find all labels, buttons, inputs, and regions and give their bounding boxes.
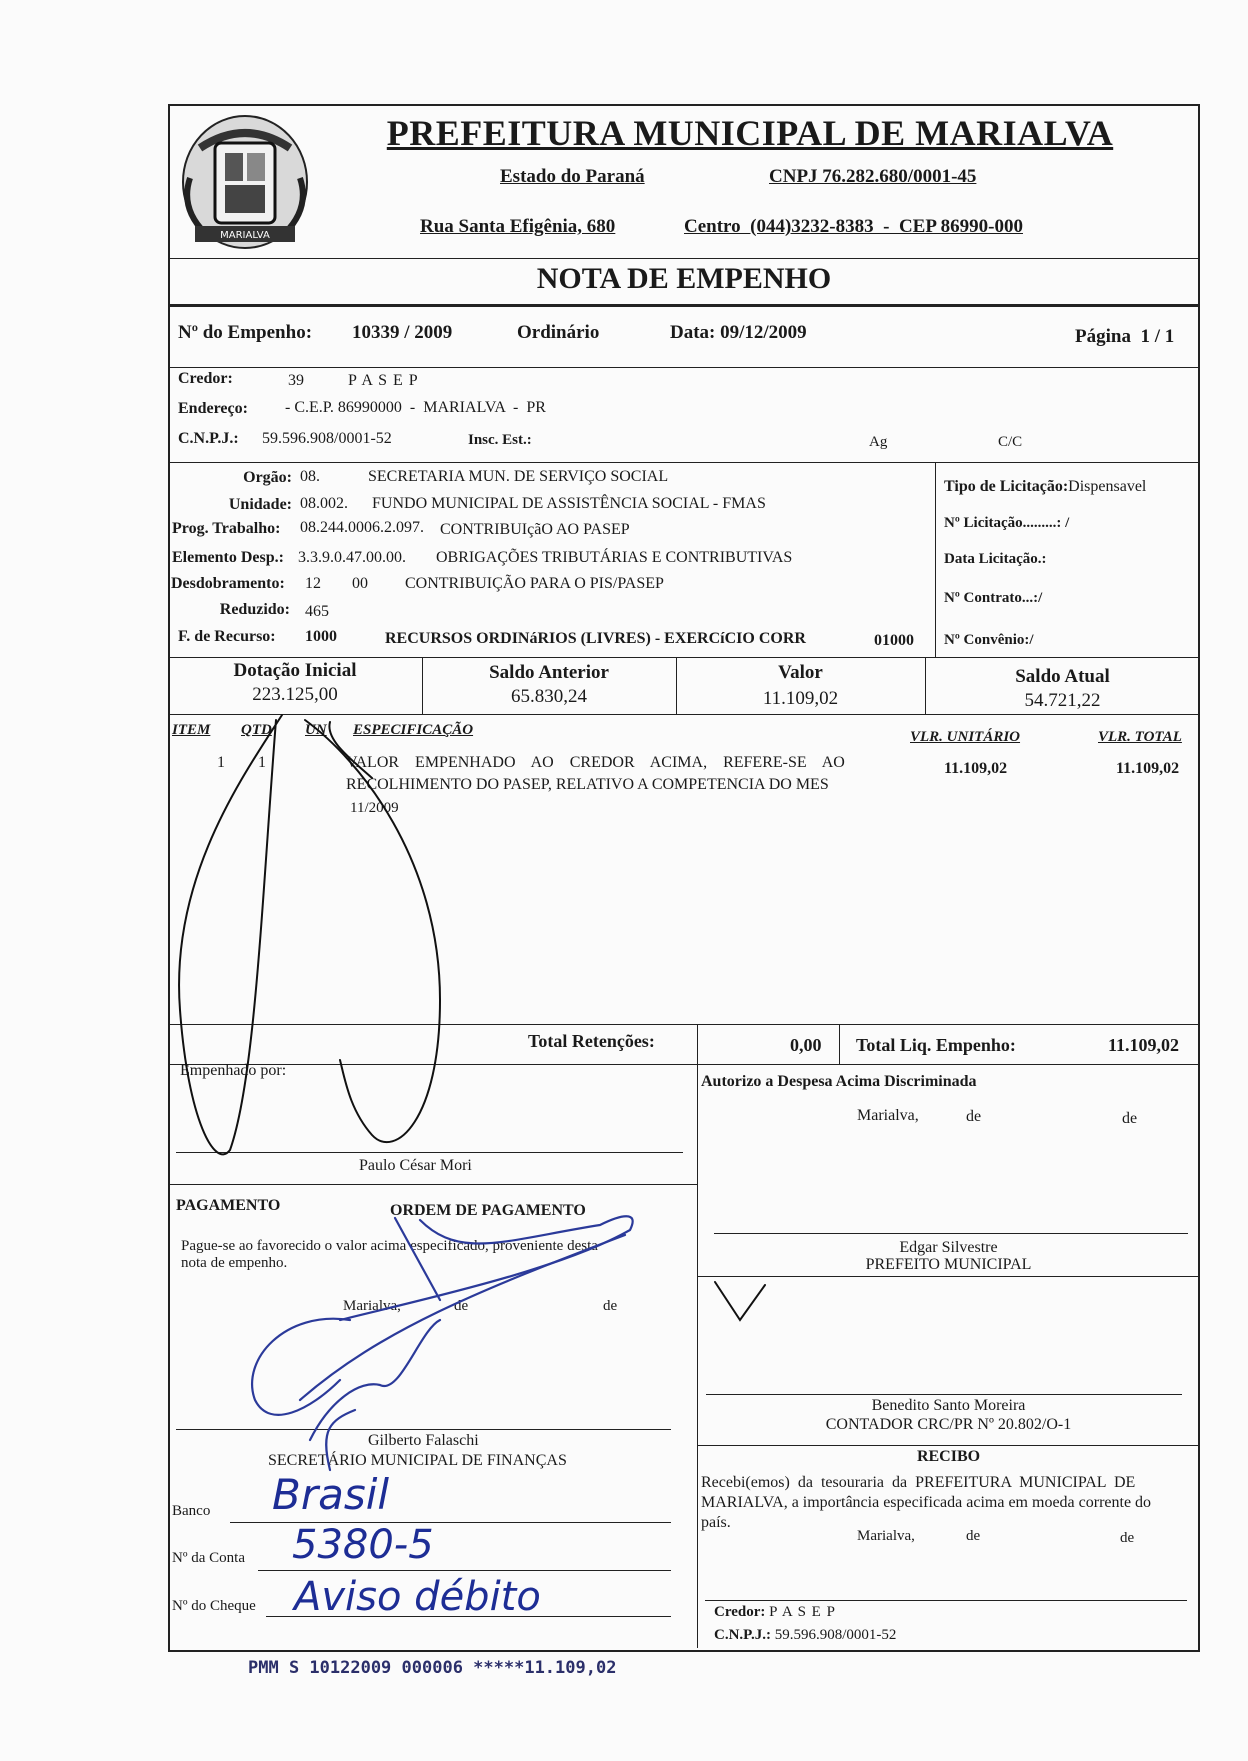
municipality-cnpj: CNPJ 76.282.680/0001-45 — [769, 166, 977, 187]
elemento-desc: OBRIGAÇÕES TRIBUTÁRIAS E CONTRIBUTIVAS — [436, 549, 793, 566]
desdobramento-label: Desdobramento: — [171, 575, 285, 592]
orgao-label: Orgão: — [243, 469, 292, 486]
elemento-code: 3.3.9.0.47.00.00. — [298, 549, 406, 566]
unidade-code: 08.002. — [300, 495, 348, 512]
dotacao-value: 223.125,00 — [252, 684, 338, 705]
ag-label: Ag — [869, 434, 888, 450]
secretario-name: Gilberto Falaschi — [368, 1432, 479, 1449]
tipo-licitacao-value: Dispensavel — [1068, 478, 1147, 495]
numero-contrato: Nº Contrato...:/ — [944, 590, 1043, 606]
valor-value: 11.109,02 — [762, 688, 839, 709]
footer-stamp: PMM S 10122009 000006 *****11.109,02 — [248, 1658, 617, 1678]
recibo-cnpj-value: 59.596.908/0001-52 — [774, 1627, 897, 1643]
valor-label: Valor — [778, 662, 823, 683]
contador-name: Benedito Santo Moreira — [871, 1397, 1026, 1414]
empenhado-name: Paulo César Mori — [359, 1157, 472, 1174]
retencoes-label: Total Retenções: — [528, 1031, 655, 1051]
recibo-credor-value: P A S E P — [769, 1604, 836, 1620]
contador-title: CONTADOR CRC/PR Nº 20.802/O-1 — [825, 1416, 1072, 1433]
unidade-label: Unidade: — [228, 496, 292, 513]
recibo-credor-label: Credor: — [714, 1604, 766, 1620]
header-especificacao: ESPECIFICAÇÃO — [353, 722, 474, 738]
conta-handwritten: 5380-5 — [292, 1522, 434, 1568]
autorizo-de1: de — [966, 1108, 982, 1125]
empenho-number: 10339 / 2009 — [352, 322, 453, 343]
saldo-atual-value: 54.721,22 — [1024, 690, 1101, 711]
state-label: Estado do Paraná — [500, 166, 645, 187]
cheque-label: Nº do Cheque — [172, 1598, 256, 1614]
item-spec-line3: 11/2009 — [350, 800, 399, 816]
dotacao-label: Dotação Inicial — [233, 660, 357, 681]
elemento-label: Elemento Desp.: — [172, 549, 284, 566]
empenho-type: Ordinário — [517, 322, 600, 343]
pagamento-text-line2: nota de empenho. — [181, 1255, 288, 1271]
recibo-cnpj-label: C.N.P.J.: — [714, 1627, 771, 1643]
pagamento-text-line1: Pague-se ao favorecido o valor acima especificado, proveniente desta — [181, 1238, 598, 1254]
cnpj-label: C.N.P.J.: — [178, 430, 239, 447]
unidade-desc: FUNDO MUNICIPAL DE ASSISTÊNCIA SOCIAL - FMAS — [372, 495, 766, 512]
page-number: Página 1 / 1 — [1075, 326, 1175, 347]
banco-label: Banco — [172, 1503, 211, 1519]
autorizo-label: Autorizo a Despesa Acima Discriminada — [701, 1073, 977, 1090]
item-unit-value: 11.109,02 — [944, 760, 1008, 777]
saldo-atual-label: Saldo Atual — [1015, 666, 1110, 687]
numero-convenio: Nº Convênio:/ — [944, 632, 1034, 648]
recibo-de1: de — [966, 1528, 981, 1544]
credor-code: 39 — [288, 372, 304, 389]
recibo-city: Marialva, — [857, 1528, 915, 1544]
orgao-code: 08. — [300, 468, 320, 485]
prefeito-name: Edgar Silvestre — [899, 1239, 998, 1256]
banco-handwritten: Brasil — [272, 1470, 390, 1519]
conta-label: Nº da Conta — [172, 1550, 245, 1566]
recibo-text-line2: MARIALVA, a importância especificada acima em moeda corrente do — [701, 1494, 1152, 1511]
pagamento-label: PAGAMENTO — [176, 1197, 281, 1214]
desdobramento-sub: 00 — [352, 575, 368, 592]
pagamento-city: Marialva, — [343, 1298, 401, 1314]
recurso-number: 01000 — [874, 632, 914, 649]
header-item: ITEM — [172, 722, 211, 738]
prefeito-title: PREFEITO MUNICIPAL — [865, 1256, 1032, 1273]
tipo-licitacao-label: Tipo de Licitação: — [944, 478, 1069, 495]
recurso-label: F. de Recurso: — [178, 628, 276, 645]
item-spec-line1: VALOR EMPENHADO AO CREDOR ACIMA, REFERE-SE AO — [346, 754, 845, 771]
recibo-text-line1: Recebi(emos) da tesouraria da PREFEITURA MUNICIPAL DE — [701, 1474, 1136, 1491]
item-number: 1 — [217, 754, 225, 771]
numero-licitacao: Nº Licitação.........: / — [944, 515, 1070, 531]
recibo-title: RECIBO — [916, 1448, 981, 1465]
recurso-desc: RECURSOS ORDINáRIOS (LIVRES) - EXERCíCIO CORR — [385, 630, 806, 647]
header-vlr-unitario: VLR. UNITÁRIO — [910, 729, 1021, 745]
header-un: UN — [305, 722, 327, 738]
insc-est-label: Insc. Est.: — [468, 432, 532, 448]
credor-cnpj: 59.596.908/0001-52 — [262, 430, 392, 447]
recurso-code: 1000 — [305, 628, 337, 645]
item-total-value: 11.109,02 — [1116, 760, 1180, 777]
item-qtd: 1 — [258, 754, 266, 771]
autorizo-de2: de — [1122, 1110, 1138, 1127]
pagamento-de1: de — [454, 1298, 469, 1314]
address-label: Endereço: — [178, 400, 248, 417]
saldo-anterior-label: Saldo Anterior — [489, 662, 609, 683]
credor-name: P A S E P — [348, 372, 419, 389]
credor-address: - C.E.P. 86990000 - MARIALVA - PR — [285, 399, 546, 416]
svg-text:MARIALVA: MARIALVA — [220, 230, 270, 241]
reduzido-label: Reduzido: — [219, 601, 290, 618]
saldo-anterior-value: 65.830,24 — [511, 686, 587, 707]
prog-trabalho-label: Prog. Trabalho: — [172, 520, 281, 537]
prog-trabalho-desc: CONTRIBUIçãO AO PASEP — [440, 521, 630, 538]
secretario-title: SECRETÁRIO MUNICIPAL DE FINANÇAS — [268, 1452, 567, 1469]
empenho-number-label: Nº do Empenho: — [178, 322, 313, 343]
recibo-text-line3: país. — [701, 1514, 731, 1531]
ordem-pagamento-label: ORDEM DE PAGAMENTO — [390, 1202, 586, 1219]
data-licitacao: Data Licitação.: — [944, 551, 1047, 567]
recibo-de2: de — [1120, 1530, 1135, 1546]
empenhado-label: Empenhado por: — [180, 1062, 287, 1079]
cheque-handwritten: Aviso débito — [294, 1574, 541, 1620]
street-address: Rua Santa Efigênia, 680 — [420, 216, 616, 237]
header-vlr-total: VLR. TOTAL — [1098, 729, 1182, 745]
municipality-title: PREFEITURA MUNICIPAL DE MARIALVA — [386, 113, 1114, 153]
document-title: NOTA DE EMPENHO — [536, 262, 832, 295]
header-qtd: QTD — [241, 722, 272, 738]
desdobramento-code: 12 — [305, 575, 321, 592]
credor-label: Credor: — [178, 370, 233, 387]
retencoes-value: 0,00 — [790, 1035, 822, 1055]
cc-label: C/C — [998, 434, 1023, 450]
empenho-date: Data: 09/12/2009 — [670, 322, 807, 343]
item-spec-line2: RECOLHIMENTO DO PASEP, RELATIVO A COMPETENCIA DO MES — [346, 776, 829, 793]
desdobramento-desc: CONTRIBUIÇÃO PARA O PIS/PASEP — [405, 575, 664, 592]
liquido-label: Total Liq. Empenho: — [856, 1035, 1016, 1055]
pagamento-de2: de — [603, 1298, 618, 1314]
liquido-value: 11.109,02 — [1108, 1035, 1180, 1055]
coat-of-arms-logo — [170, 108, 320, 258]
reduzido-code: 465 — [305, 603, 329, 620]
orgao-desc: SECRETARIA MUN. DE SERVIÇO SOCIAL — [368, 468, 669, 485]
prog-trabalho-code: 08.244.0006.2.097. — [300, 519, 424, 536]
district-phone-cep: Centro (044)3232-8383 - CEP 86990-000 — [684, 216, 1023, 237]
autorizo-city: Marialva, — [857, 1107, 919, 1124]
